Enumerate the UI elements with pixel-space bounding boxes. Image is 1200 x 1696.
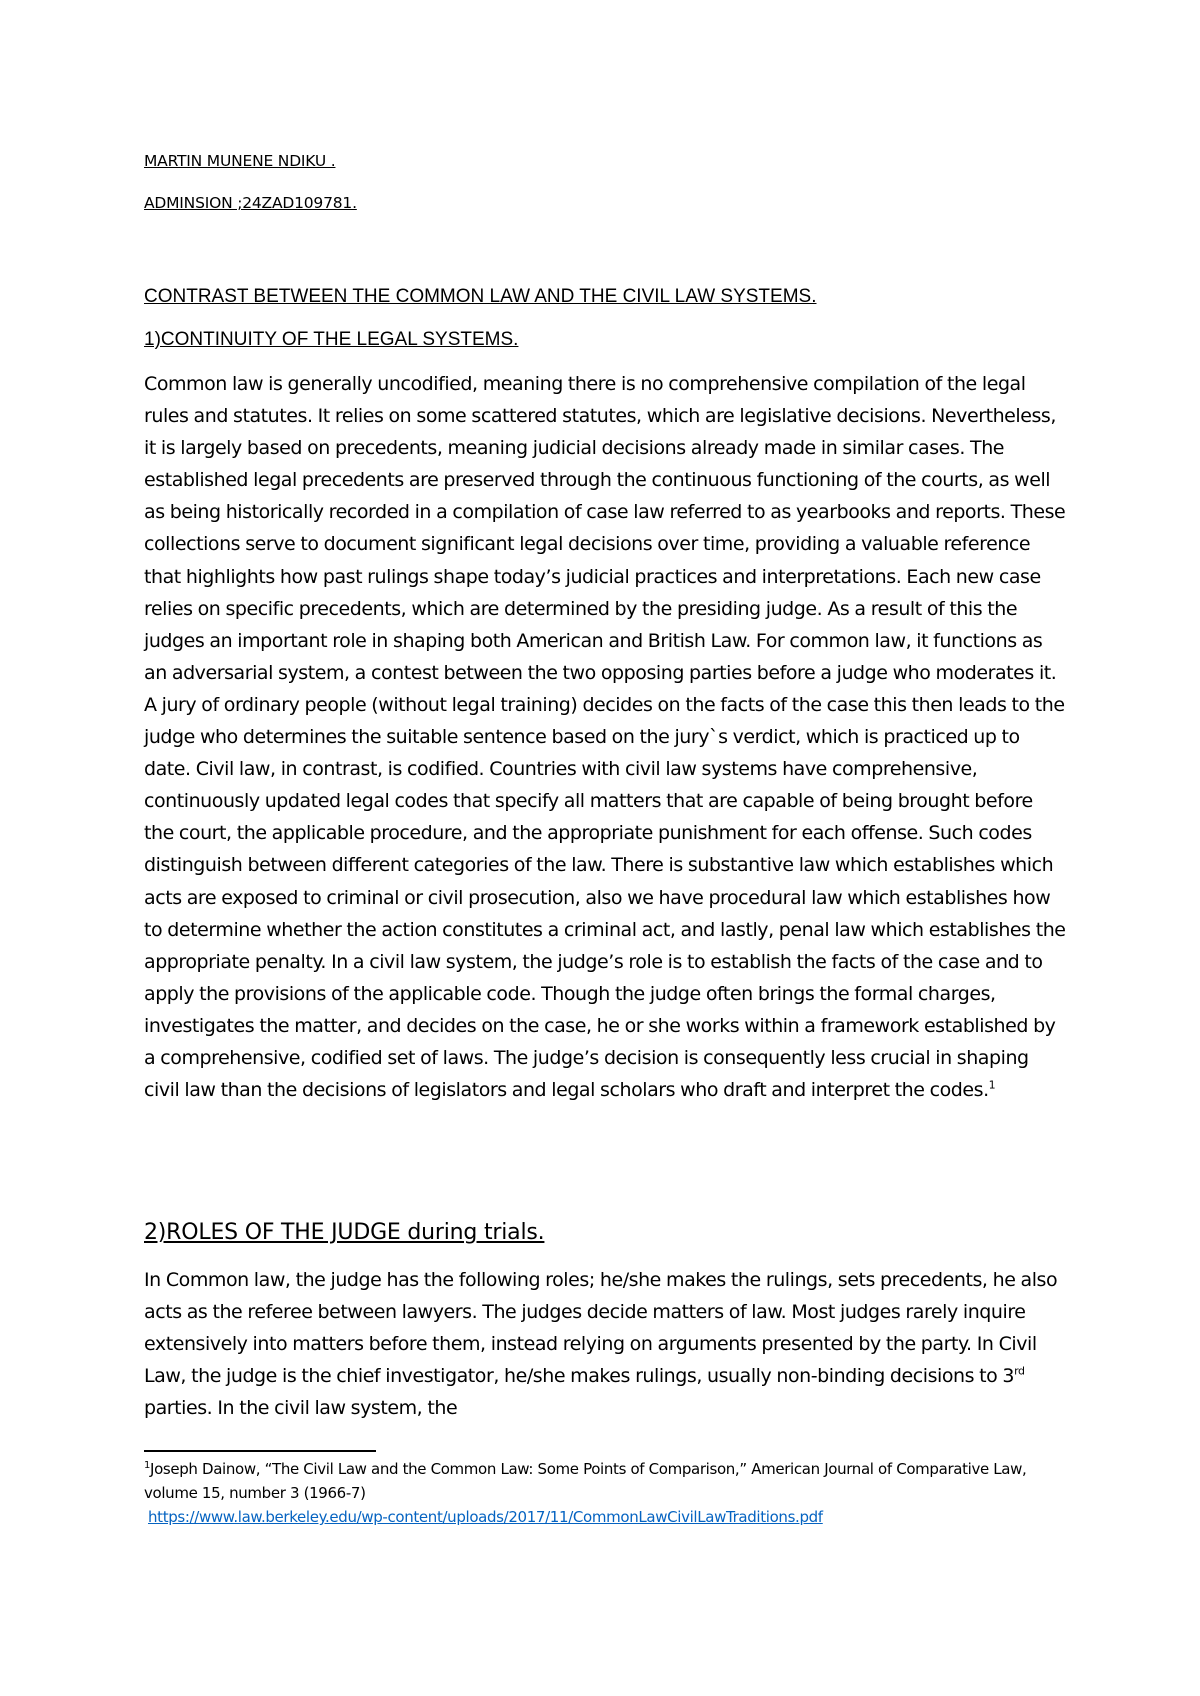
section-2-text-continued: parties. In the civil law system, the: [144, 1397, 458, 1420]
section-2-paragraph: [144, 1264, 1066, 1424]
section-1-text: Common law is generally uncodified, meaning there is no comprehensive compilation of the legal rules and statutes. It relies on some scattered statutes, which are legislative decisions. Nevertheless, it is largely based on precedents, meaning judicial decisions already made in similar cases. The established legal precedents are preserved through the continuous functioning of the courts, as well as being historically recorded in a compilation of case law referred to as yearbooks and reports. These collections serve to document significant legal decisions over time, providing a valuable reference that highlights how past rulings shape today’s judicial practices and interpretations. Each new case relies on specific precedents, which are determined by the presiding judge. As a result of this the judges an important role in shaping both American and British Law. For common law, it functions as an adversarial system, a contest between the two opposing parties before a judge who moderates it. A jury of ordinary people (without legal training) decides on the facts of the case this then leads to the judge who determines the suitable sentence based on the jury`s verdict, which is practiced up to date. Civil law, in contrast, is codified. Countries with civil law systems have comprehensive, continuously updated legal codes that specify all matters that are capable of being brought before the court, the applicable procedure, and the appropriate punishment for each offense. Such codes distinguish between different categories of the law. There is substantive law which establishes which acts are exposed to criminal or civil prosecution, also we have procedural law which establishes how to determine whether the action constitutes a criminal act, and lastly, penal law which establishes the appropriate penalty. In a civil law system, the judge’s role is to establish the facts of the case and to apply the provisions of the applicable code. Though the judge often brings the formal charges, investigates the matter, and decides on the case, he or she works within a framework established by a comprehensive, codified set of laws. The judge’s decision is consequently less crucial in shaping civil law than the decisions of legislators and legal scholars who draft and interpret the codes.: [144, 373, 1066, 1102]
section-1-heading: 1)CONTINUITY OF THE LEGAL SYSTEMS.: [144, 329, 519, 350]
author-name: MARTIN MUNENE NDIKU .: [144, 152, 336, 170]
footnote-marker: 1: [144, 1460, 151, 1471]
footnote-citation: Joseph Dainow, “The Civil Law and the Common Law: Some Points of Comparison,” American Journal of Comparative Law, volume 15, number 3 (1966-7): [144, 1460, 1027, 1502]
footnote-source-link[interactable]: https://www.law.berkeley.edu/wp-content/uploads/2017/11/CommonLawCivilLawTraditions.pdf: [148, 1508, 823, 1526]
footnote-reference[interactable]: 1: [988, 1078, 996, 1092]
footnote-separator: [144, 1450, 376, 1452]
document-content: [144, 150, 1066, 1526]
footnote: [144, 1457, 1064, 1529]
section-2-heading: 2)ROLES OF THE JUDGE during trials.: [144, 1220, 545, 1245]
ordinal-superscript: rd: [1014, 1364, 1025, 1378]
admission-number: ADMINSION ;24ZAD109781.: [144, 194, 357, 212]
section-2-text: In Common law, the judge has the following roles; he/she makes the rulings, sets precedents, he also acts as the referee between lawyers. The judges decide matters of law. Most judges rarely inquire extensively into matters before them, instead relying on arguments presented by the party. In Civil Law, the judge is the chief investigator, he/she makes rulings, usually non-binding decisions to 3: [144, 1269, 1058, 1388]
section-1-paragraph: [144, 368, 1066, 1106]
document-title: CONTRAST BETWEEN THE COMMON LAW AND THE CIVIL LAW SYSTEMS.: [144, 286, 817, 307]
